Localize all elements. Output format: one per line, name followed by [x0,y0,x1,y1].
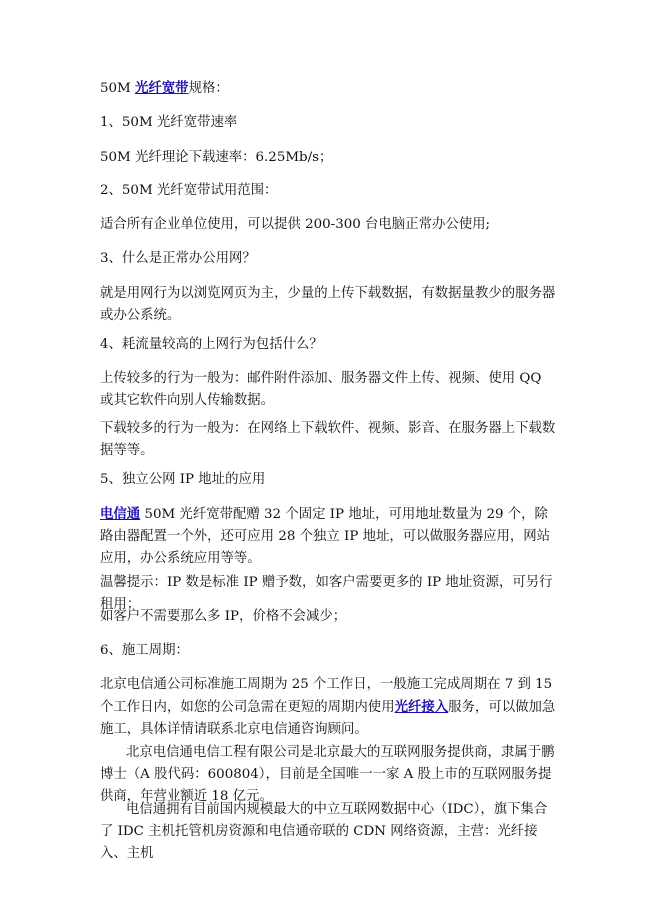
section-5-heading: 5、独立公网 IP 地址的应用 [100,472,266,487]
section-5-note: 如客户不需要那么多 IP，价格不会减少； [100,609,347,624]
section-4-upload-text: 上传较多的行为一般为：邮件附件添加、服务器文件上传、视频、使用 QQ 或其它软件向别人传输数据。 [100,371,542,408]
section-5-tip: 温馨提示：IP 数是标准 IP 赠予数，如客户需要更多的 IP 地址资源，可另行租用； [100,575,553,612]
section-6-heading: 6、施工周期： [100,643,189,658]
section-2-heading: 2、50M 光纤宽带试用范围： [100,183,278,198]
section-6-body-before: 北京电信通公司标准施工周期为 25 个工作日，一般施工完成周期在 7 到 15 个工作日内，如您的公司急需在更短的周期内使用 [100,677,553,715]
section-2-text: 适合所有企业单位使用，可以提供 200-300 台电脑正常办公使用; [100,217,491,232]
spec-title-prefix: 50M [100,81,136,96]
section-1-text: 50M 光纤理论下载速率：6.25Mb/s； [100,150,333,165]
section-5-text [100,503,558,570]
fiber-broadband-link[interactable]: 光纤宽带 [135,80,189,96]
section-3-heading: 3、什么是正常办公用网？ [100,251,256,266]
company-intro-paragraph: 北京电信通电信工程有限公司是北京最大的互联网服务提供商，隶属于鹏博士（A 股代码：600804），目前是全国唯一一家 A 股上市的互联网服务提供商，年营业额近 18 亿元。 [100,745,555,804]
section-4-heading: 4、耗流量较高的上网行为包括什么？ [100,337,323,352]
spec-title [100,77,558,100]
section-3-text: 就是用网行为以浏览网页为主，少量的上传下载数据，有数据量教少的服务器或办公系统。 [100,286,556,323]
fiber-access-link[interactable]: 光纤接入 [394,699,449,715]
telecom-link[interactable]: 电信通 [100,506,141,522]
spec-title-suffix: 规格： [188,81,229,96]
section-4-download-text: 下载较多的行为一般为：在网络上下载软件、视频、影音、在服务器上下载数据等等。 [100,421,556,458]
company-services-paragraph: 电信通拥有目前国内规模最大的中立互联网数据中心（IDC），旗下集合了 IDC 主机托管机房资源和电信通帝联的 CDN 网络资源，主营：光纤接入、主机 [100,802,548,861]
section-6-body-after: 服务，可以做加急施工，具体详情请联系北京电信通咨询顾问。 [100,700,556,737]
section-5-body: 50M 光纤宽带配赠 32 个固定 IP 地址，可用地址数量为 29 个，除路由器配置一个外，还可应用 28 个独立 IP 地址，可以做服务器应用，网站应用，办公系统应用等等。 [100,507,551,566]
section-1-heading: 1、50M 光纤宽带速率 [100,115,238,130]
section-6-text [100,674,558,741]
